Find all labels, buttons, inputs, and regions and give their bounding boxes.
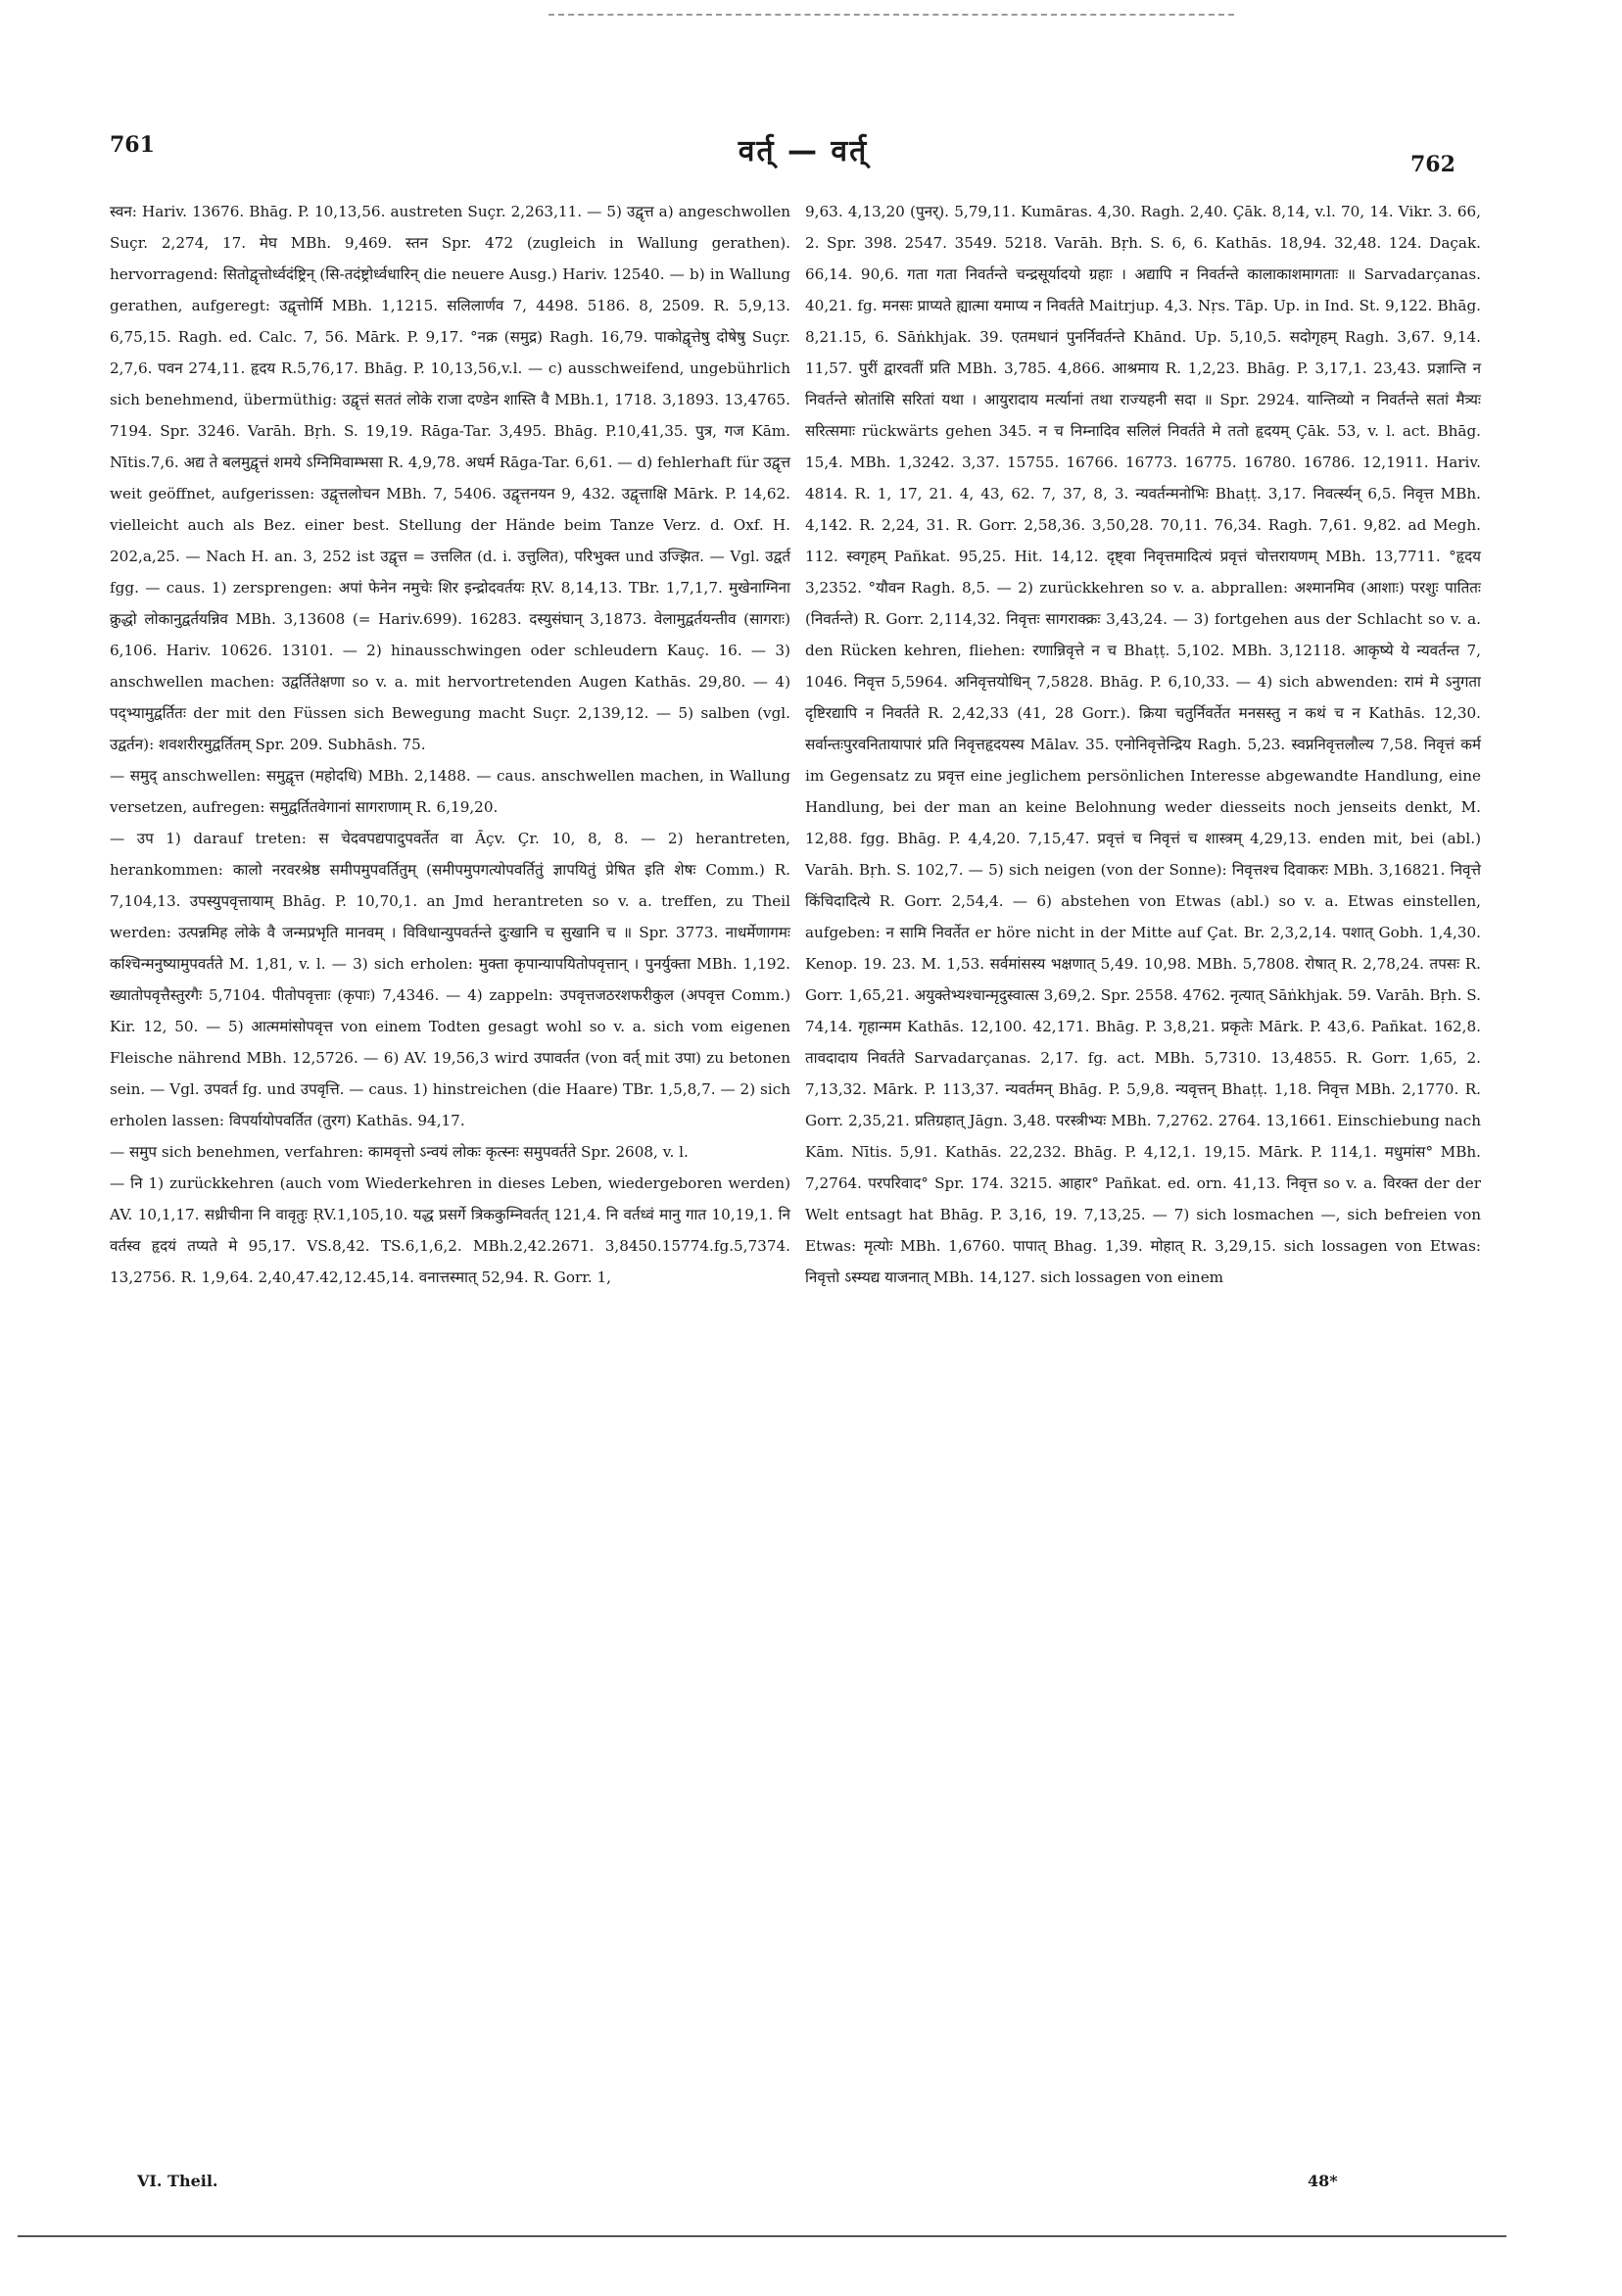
left-column-paragraph: — समुप sich benehmen, verfahren: कामवृत्तो ऽन्वयं लोकः कृत्स्नः समुपवर्तते Spr. 2608, v. l. [110, 1143, 689, 1161]
left-column-paragraph: — उप 1) darauf treten: स चेदवपद्यपादुपवर्तेत वा Āçv. Çr. 10, 8, 8. — 2) herantreten, herankommen: कालो नरवरश्रेष्ठ समीपमुपवर्तितुम् (समीपमुपगत्योपवर्तितुं ज्ञापयितुं प्रेषित इति शेषः Comm.) R. 7,104,13. उपस्युपवृत्तायाम् Bhāg. P. 10,70,1. an Jmd herantreten so v. a. treffen, zu Theil werden: उत्पन्नमिह लोके वै जन्मप्रभृति मानवम् । विविधान्युपवर्तन्ते दुःखानि च सुखानि च ॥ Spr. 3773. नाधर्मेणागमः कश्चिन्मनुष्यामुपवर्तते M. 1,81, v. l. — 3) sich erholen: मुक्ता कृपान्यापयितोपवृत्तान् । पुनर्युक्ता MBh. 1,192. ख्यातोपवृत्तैस्तुरगैः 5,7104. पीतोपवृत्ताः (कृपाः) 7,4346. — 4) zappeln: उपवृत्तजठरशफरीकुल (अपवृत्त Comm.) Kir. 12, 50. — 5) आत्ममांसोपवृत्त von einem Todten gesagt wohl so v. a. sich vom eigenen Fleische nährend MBh. 12,5726. — 6) AV. 19,56,3 wird उपावर्तत (von वर्त् mit उपा) zu betonen sein. — Vgl. उपवर्त fg. und उपवृत्ति. — caus. 1) hinstreichen (die Haare) TBr. 1,5,8,7. — 2) sich erholen lassen: विपर्यायोपवर्तित (तुरग) Kathās. 94,17. [110, 830, 790, 1129]
page-number-left: 761 [110, 132, 155, 158]
bottom-rule [18, 2235, 1506, 2237]
left-column-paragraph: — समुद् anschwellen: समुद्वृत्त (महोदधि) MBh. 2,1488. — caus. anschwellen machen, in Wallung versetzen, aufregen: समुद्वर्तितवेगानां सागराणाम् R. 6,19,20. [110, 767, 790, 816]
left-column-paragraph: — नि 1) zurückkehren (auch vom Wiederkehren in dieses Leben, wiedergeboren werden) AV. 10,1,17. सध्रीचीना नि वावृतुः ṚV.1,105,10. यद्ध प्रसर्गे त्रिककुम्निवर्तत् 121,4. नि वर्तध्वं मानु गात 10,19,1. नि वर्तस्व हृदयं तप्यते मे 95,17. VS.8,42. TS.6,1,6,2. MBh.2,42.2671. 3,8450.15774.fg.5,7374. 13,2756. R. 1,9,64. 2,40,47.42,12.45,14. वनात्तस्मात् 52,94. R. Gorr. 1, [110, 1174, 790, 1286]
footer-signature-mark: 48* [1308, 2172, 1338, 2190]
right-column [805, 196, 1481, 1293]
top-decorative-rule [549, 14, 1234, 16]
footer-volume-label: VI. Theil. [137, 2172, 218, 2190]
right-column-paragraph: 9,63. 4,13,20 (पुनर्). 5,79,11. Kumāras. 4,30. Ragh. 2,40. Çāk. 8,14, v.l. 70, 14. Vikr. 3. 66, 2. Spr. 398. 2547. 3549. 5218. Varāh. Bṛh. S. 6, 6. Kathās. 18,94. 32,48. 124. Daçak. 66,14. 90,6. गता गता निवर्तन्ते चन्द्रसूर्यादयो ग्रहाः । अद्यापि न निवर्तन्ते कालाकाशमागताः ॥ Sarvadarçanas. 40,21. fg. मनसः प्राप्यते ह्यात्मा यमाप्य न निवर्तते Maitrjup. 4,3. Nṛs. Tāp. Up. in Ind. St. 9,122. Bhāg. 8,21.15, 6. Sāṅkhjak. 39. एतमधानं पुनर्निवर्तन्ते Khānd. Up. 5,10,5. सदोगृहम् Ragh. 3,67. 9,14. 11,57. पुरीं द्वारवतीं प्रति MBh. 3,785. 4,866. आश्रमाय R. 1,2,23. Bhāg. P. 3,17,1. 23,43. प्रज्ञान्ति न निवर्तन्ते स्रोतांसि सरितां यथा । आयुरादाय मर्त्यानां तथा राज्यहनी सदा ॥ Spr. 2924. यान्तिव्यो न निवर्तन्ते सतां मैत्र्यः सरित्समाः rückwärts gehen 345. न च निम्नादिव सलिलं निवर्तते मे ततो हृदयम् Çāk. 53, v. l. act. Bhāg. 15,4. MBh. 1,3242. 3,37. 15755. 16766. 16773. 16775. 16780. 16786. 12,1911. Hariv. 4814. R. 1, 17, 21. 4, 43, 62. 7, 37, 8, 3. न्यवर्तन्मनोभिः Bhaṭṭ. 3,17. निवर्त्स्यन् 6,5. निवृत्त MBh. 4,142. R. 2,24, 31. R. Gorr. 2,58,36. 3,50,28. 70,11. 76,34. Ragh. 7,61. 9,82. ad Megh. 112. स्वगृहम् Pañkat. 95,25. Hit. 14,12. दृष्ट्वा निवृत्तमादित्यं प्रवृत्तं चोत्तरायणम् MBh. 13,7711. °हृदय 3,2352. °यौवन Ragh. 8,5. — 2) zurückkehren so v. a. abprallen: अश्मानमिव (आशाः) परशुः पातितः (निवर्तन्ते) R. Gorr. 2,114,32. निवृत्तः सागराक्क्रः 3,43,24. — 3) fortgehen aus der Schlacht so v. a. den Rücken kehren, fliehen: रणान्निवृत्ते न च Bhaṭṭ. 5,102. MBh. 3,12118. आकृष्ये ये न्यवर्तन्त 7, 1046. निवृत्त 5,5964. अनिवृत्तयोधिन् 7,5828. Bhāg. P. 6,10,33. — 4) sich abwenden: रामं मे ऽनुगता दृष्टिरद्यापि न निवर्तते R. 2,42,33 (41, 28 Gorr.). क्रिया चतुर्निवर्तेत मनसस्तु न कथं च न Kathās. 12,30. सर्वान्तःपुरवनितायापारं प्रति निवृत्तहृदयस्य Mālav. 35. एनोनिवृत्तेन्द्रिय Ragh. 5,23. स्वप्ननिवृत्तलौल्य 7,58. निवृत्तं कर्म im Gegensatz zu प्रवृत्त eine jeglichem persönlichen Interesse abgewandte Handlung, eine Handlung, bei der man an keine Belohnung weder diesseits noch jenseits denkt, M. 12,88. fgg. Bhāg. P. 4,4,20. 7,15,47. प्रवृत्तं च निवृत्तं च शास्त्रम् 4,29,13. enden mit, bei (abl.) Varāh. Bṛh. S. 102,7. — 5) sich neigen (von der Sonne): निवृत्तश्च दिवाकरः MBh. 3,16821. निवृत्ते किंचिदादित्ये R. Gorr. 2,54,4. — 6) abstehen von Etwas (abl.) so v. a. Etwas einstellen, aufgeben: न सामि निवर्तेत er höre nicht in der Mitte auf Çat. Br. 2,3,2,14. पशात् Gobh. 1,4,30. Kenop. 19. 23. M. 1,53. सर्वमांसस्य भक्षणात् 5,49. 10,98. MBh. 5,7808. रोषात् R. 2,78,24. तपसः R. Gorr. 1,65,21. अयुक्तेभ्यश्चान्मृदुस्वात्स 3,69,2. Spr. 2558. 4762. नृत्यात् Sāṅkhjak. 59. Varāh. Bṛh. S. 74,14. गृहान्मम Kathās. 12,100. 42,171. Bhāg. P. 3,8,21. प्रकृतेः Mārk. P. 43,6. Pañkat. 162,8. तावदादाय निवर्तते Sarvadarçanas. 2,17. fg. act. MBh. 5,7310. 13,4855. R. Gorr. 1,65, 2. 7,13,32. Mārk. P. 113,37. न्यवर्तमन् Bhāg. P. 5,9,8. न्यवृत्तन् Bhaṭṭ. 1,18. निवृत्त MBh. 2,1770. R. Gorr. 2,35,21. प्रतिग्रहात् Jāgn. 3,48. परस्त्रीभ्यः MBh. 7,2762. 2764. 13,1661. Einschiebung nach Kām. Nītis. 5,91. Kathās. 22,232. Bhāg. P. 4,12,1. 19,15. Mārk. P. 114,1. मधुमांस° MBh. 7,2764. परपरिवाद° Spr. 174. 3215. आहार° Pañkat. ed. orn. 41,13. निवृत्त so v. a. विरक्त der der Welt entsagt hat Bhāg. P. 3,16, 19. 7,13,25. — 7) sich losmachen —, sich befreien von Etwas: मृत्योः MBh. 1,6760. पापात् Bhag. 1,39. मोहात् R. 3,29,15. sich lossagen von Etwas: निवृत्तो ऽस्म्यद्य याजनात् MBh. 14,127. sich lossagen von einem [805, 203, 1481, 1286]
page-number-right: 762 [1410, 152, 1455, 177]
left-column [110, 196, 790, 1293]
left-column-paragraph: स्वन: Hariv. 13676. Bhāg. P. 10,13,56. austreten Suçr. 2,263,11. — 5) उद्वृत्त a) angeschwollen Suçr. 2,274, 17. मेघ MBh. 9,469. स्तन Spr. 472 (zugleich in Wallung gerathen). hervorragend: सितोद्वृत्तोर्ध्वदंष्ट्रिन् (सि-तदंष्ट्रोर्ध्वधारिन् die neuere Ausg.) Hariv. 12540. — b) in Wallung gerathen, aufgeregt: उद्वृत्तोर्मि MBh. 1,1215. सलिलार्णव 7, 4498. 5186. 8, 2509. R. 5,9,13. 6,75,15. Ragh. ed. Calc. 7, 56. Mārk. P. 9,17. °नक्र (समुद्र) Ragh. 16,79. पाकोद्वृत्तेषु दोषेषु Suçr. 2,7,6. पवन 274,11. हृदय R.5,76,17. Bhāg. P. 10,13,56,v.l. — c) ausschweifend, ungebührlich sich benehmend, übermüthig: उद्वृत्तं सततं लोके राजा दण्डेन शास्ति वै MBh.1, 1718. 3,1893. 13,4765. 7194. Spr. 3246. Varāh. Bṛh. S. 19,19. Rāga-Tar. 3,495. Bhāg. P.10,41,35. पुत्र, गज Kām. Nītis.7,6. अद्य ते बलमुद्वृत्तं शमये ऽग्निमिवाम्भसा R. 4,9,78. अधर्म Rāga-Tar. 6,61. — d) fehlerhaft für उद्वृत्त weit geöffnet, aufgerissen: उद्वृत्तलोचन MBh. 7, 5406. उद्वृत्तनयन 9, 432. उद्वृत्ताक्षि Mārk. P. 14,62. vielleicht auch als Bez. einer best. Stellung der Hände beim Tanze Verz. d. Oxf. H. 202,a,25. — Nach H. an. 3, 252 ist उद्वृत्त = उत्तलित (d. i. उत्तुलित), परिभुक्त und उज्झित. — Vgl. उद्वर्त fgg. — caus. 1) zersprengen: अपां फेनेन नमुचेः शिर इन्द्रोदवर्तयः ṚV. 8,14,13. TBr. 1,7,1,7. मुखेनाग्निना क्रुद्धो लोकानुद्वर्तयन्निव MBh. 3,13608 (= Hariv.699). 16283. दस्युसंघान् 3,1873. वेलामुद्वर्तयन्तीव (सागराः) 6,106. Hariv. 10626. 13101. — 2) hinausschwingen oder schleudern Kauç. 16. — 3) anschwellen machen: उद्वर्तितेक्षणा so v. a. mit hervortretenden Augen Kathās. 29,80. — 4) पद्भ्यामुद्वर्तितः der mit den Füssen sich Bewegung macht Suçr. 2,139,12. — 5) salben (vgl. उद्वर्तन): शवशरीरमुद्वर्तितम् Spr. 209. Subhāsh. 75. [110, 203, 790, 753]
running-header: वर्त् — वर्त् [738, 134, 869, 168]
